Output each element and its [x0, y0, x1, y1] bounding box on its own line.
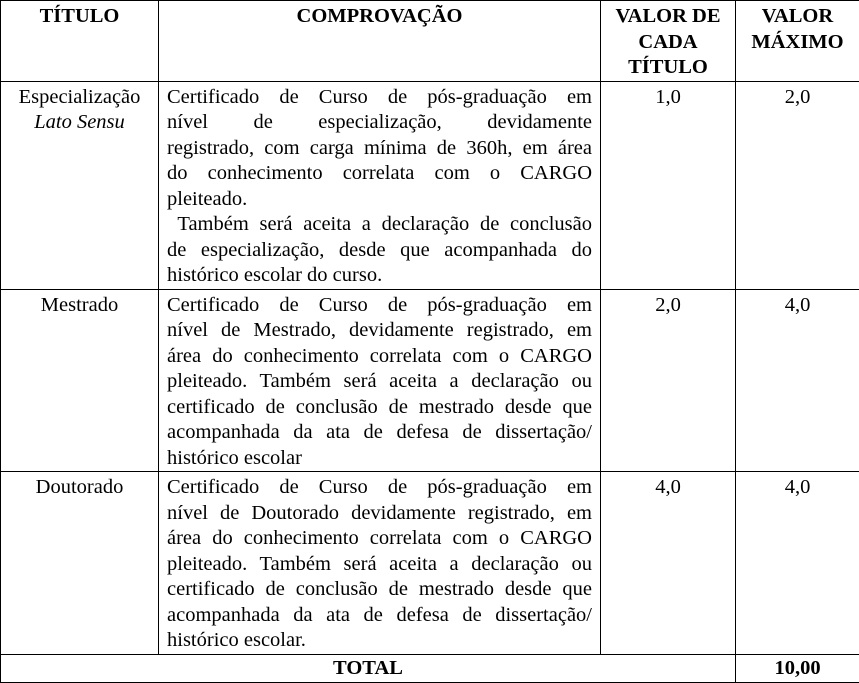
- desc-line: pleiteado.: [167, 187, 592, 213]
- desc-line: área do conhecimento correlata com o CARGO: [167, 344, 592, 370]
- desc-line: nível de Doutorado devidamente registrado, em: [167, 501, 592, 527]
- valor-maximo-cell: 2,0: [736, 81, 859, 289]
- titulo-cell: [1, 289, 159, 472]
- desc-line: Também será aceita a declaração de conclusão: [167, 212, 592, 238]
- header-line: TÍTULO: [609, 55, 727, 81]
- header-line: MÁXIMO: [744, 30, 851, 56]
- comprovacao-cell: [159, 81, 601, 289]
- table-row-doutorado: [1, 472, 859, 655]
- desc-line: certificado de conclusão de mestrado desde que: [167, 577, 592, 603]
- total-label: TOTAL: [1, 654, 736, 682]
- comprovacao-cell: [159, 472, 601, 655]
- header-titulo: TÍTULO: [1, 1, 159, 82]
- desc-line: acompanhada da ata de defesa de dissertação/: [167, 420, 592, 446]
- comprovacao-cell: [159, 289, 601, 472]
- desc-line: nível de especialização, devidamente: [167, 110, 592, 136]
- total-value: 10,00: [736, 654, 859, 682]
- valor-cada-cell: 2,0: [601, 289, 736, 472]
- header-line: CADA: [609, 30, 727, 56]
- titulo-subname: Lato Sensu: [5, 110, 154, 136]
- desc-line: pleiteado. Também será aceita a declaração ou: [167, 369, 592, 395]
- header-row: [1, 1, 859, 82]
- desc-line: certificado de conclusão de mestrado desde que: [167, 395, 592, 421]
- desc-line: acompanhada da ata de defesa de dissertação/: [167, 603, 592, 629]
- valor-maximo-cell: 4,0: [736, 289, 859, 472]
- desc-line: histórico escolar: [167, 446, 592, 472]
- header-valor-maximo: [736, 1, 859, 82]
- valor-maximo-cell: 4,0: [736, 472, 859, 655]
- desc-line: área do conhecimento correlata com o CARGO: [167, 526, 592, 552]
- titulo-name: Doutorado: [5, 475, 154, 501]
- titulo-name: Especialização: [5, 85, 154, 111]
- valor-cada-cell: 1,0: [601, 81, 736, 289]
- desc-line: do conhecimento correlata com o CARGO: [167, 161, 592, 187]
- desc-line: pleiteado. Também será aceita a declaração ou: [167, 552, 592, 578]
- titulo-cell: [1, 472, 159, 655]
- total-row: [1, 654, 859, 682]
- desc-line: Certificado de Curso de pós-graduação em: [167, 85, 592, 111]
- valor-cada-cell: 4,0: [601, 472, 736, 655]
- titulo-name: Mestrado: [5, 293, 154, 319]
- desc-line: Certificado de Curso de pós-graduação em: [167, 475, 592, 501]
- table-row-mestrado: [1, 289, 859, 472]
- table-row-especializacao: [1, 81, 859, 289]
- header-line: VALOR: [744, 4, 851, 30]
- header-valor-cada-titulo: [601, 1, 736, 82]
- desc-line: histórico escolar do curso.: [167, 263, 592, 289]
- desc-line: Certificado de Curso de pós-graduação em: [167, 293, 592, 319]
- desc-line: histórico escolar.: [167, 628, 592, 654]
- header-line: VALOR DE: [609, 4, 727, 30]
- header-comprovacao: COMPROVAÇÃO: [159, 1, 601, 82]
- titulo-cell: [1, 81, 159, 289]
- desc-line: nível de Mestrado, devidamente registrado, em: [167, 318, 592, 344]
- desc-line: de especialização, desde que acompanhada do: [167, 238, 592, 264]
- desc-line: registrado, com carga mínima de 360h, em área: [167, 136, 592, 162]
